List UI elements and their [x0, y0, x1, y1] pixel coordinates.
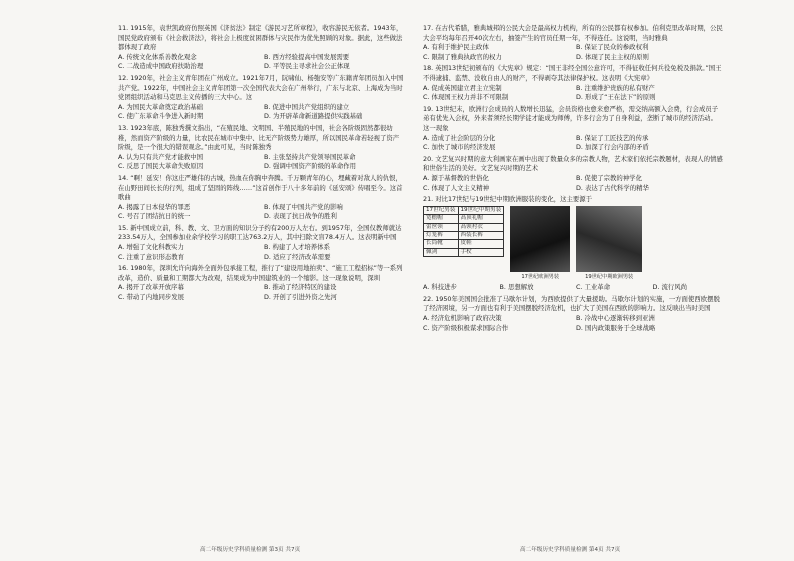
question-17 — [423, 24, 723, 62]
option-b: B. 注重维护贵族的私有财产 — [576, 83, 655, 92]
question-stem: 22. 1950年美国国会批准了马歇尔计划，为西欧提供了大量援助。马歇尔计划的实施，一方面使西欧摆脱了经济困境，另一方面也有利于美国摆脱经济危机，也扩大了美国在西欧的影响力。这反映出当时美国 — [423, 294, 720, 313]
table-cell: 佩剑 — [424, 248, 459, 256]
right-page-column — [423, 24, 723, 335]
option-a: A. 揭开了改革开放序幕 — [118, 283, 184, 292]
question-stem: 17. 在古代希腊，雅典城邦的公民大会是最高权力机构，所有的公民都有权参加。伯利克里改革时期，公民大会平均每年召开40次左右，抽签产生的官员任期一年，不得连任。这说明，当时雅典 — [423, 24, 723, 42]
table-row — [424, 248, 504, 256]
option-c: C. 资产阶级积极谋求国际合作 — [423, 323, 509, 332]
question-stem: 16. 1980年，深圳允许向海外全面外包承接工程，推行了“建设用地拍卖”、“施工工程招标”等一系列改革，造价、质量和工期都大为改观，结果成为中国建筑业的一个缩影。这一现象说明，深圳 — [118, 264, 403, 282]
table-row — [424, 240, 504, 248]
figure-caption: 17世纪欧洲男装 — [521, 273, 560, 280]
option-c: C. 工业革命 — [576, 283, 611, 292]
option-d: D. 国内政策服务于全球战略 — [576, 323, 656, 332]
option-d: D. 体现了民主主权的原则 — [576, 52, 649, 61]
option-b: B. 促使了宗教的神学化 — [576, 173, 642, 182]
table-cell: 皮鞋 — [458, 240, 504, 248]
option-a: A. 为国民大革命奠定政治基础 — [118, 102, 204, 111]
question-stem: 19. 13世纪末，欧洲行会成员的人数增长迅猛，会员资格也愈来愈严格，需交纳高额入会费，行会成员子弟有优先入会权，外来者须经长期学徒才能成为师傅，许多行会为了自身利益，垄断了城市的经济活动。这一现象 — [423, 104, 719, 132]
option-b: B. 西方经验提高中国发展需要 — [264, 52, 350, 61]
question-20 — [423, 155, 723, 193]
option-a: A. 揭露了日本侵华的罪恶 — [118, 202, 191, 211]
table-row — [424, 231, 504, 239]
option-c: C. 带动了内地同步发展 — [118, 293, 185, 302]
table-cell: 西装长裤 — [458, 231, 504, 239]
option-b: B. 保证了民众的参政权利 — [576, 43, 649, 52]
table-row — [424, 223, 504, 231]
option-d: D. 表现了抗日战争的胜利 — [264, 212, 337, 221]
table-cell: 灯笼裤 — [424, 231, 459, 239]
option-c: C. 注重了意识形态教育 — [118, 252, 185, 261]
option-d: D. 形成了“王在法下”的原则 — [576, 93, 656, 102]
option-b: B. 构建了人才培养体系 — [264, 243, 330, 252]
question-stem: 21. 对比17世纪与19世纪中期欧洲服装的变化，这主要源于 — [423, 195, 593, 204]
19th-century-clothing-photo — [576, 206, 642, 272]
left-page-column — [118, 24, 404, 305]
option-d: D. 表达了古代科学的精华 — [576, 183, 649, 192]
table-cell: 蕾丝领 — [424, 223, 459, 231]
question-11 — [118, 24, 404, 72]
option-c: C. 反思了国民大革命失败原因 — [118, 162, 204, 171]
question-stem: 15. 新中国成立前，科、教、文、卫方面的知识分子约有200万人左右。到1957年，全国仅教师就达233.54万人，全国参加业余学校学习的职工达763.2万人，其中扫除文盲78.4万人。这表明新中国 — [118, 223, 402, 242]
option-c: C. 二战造成中国政府扶助治理 — [118, 62, 204, 71]
question-16 — [118, 264, 404, 302]
question-stem: 20. 文艺复兴时期的意大利画家在画中出现了数量众多的宗教人物，艺术家们依托宗教题材，表现人的情感和世俗生活的美好。文艺复兴时期的艺术 — [423, 154, 723, 173]
option-b: B. 保证了工匠技艺的传承 — [576, 133, 649, 142]
option-a: A. 认为只有共产党才能救中国 — [118, 152, 204, 161]
page-footer-right: 高二年级历史学科质量检测 第4页 共7页 — [520, 547, 621, 553]
option-c: C. 体现国王权力并非不可限制 — [423, 93, 509, 102]
option-c: C. 体现了人文主义精神 — [423, 183, 490, 192]
table-cell: 高顶礼帽 — [458, 215, 504, 223]
option-a: A. 造成了社会阶层的分化 — [423, 133, 496, 142]
question-15 — [118, 224, 404, 262]
option-a: A. 促成英国建立君主立宪制 — [423, 83, 502, 92]
table-cell: 高领衬衣 — [458, 223, 504, 231]
option-d: D. 开创了引进外资之先河 — [264, 293, 337, 302]
option-a: A. 源于基督教的世俗化 — [423, 173, 489, 182]
question-stem: 12. 1920年，社会主义青年团在广州成立。1921年7月，阮啸仙、杨匏安等广东籍青年团员加入中国共产党。1922年，中国社会主义青年团第一次全国代表大会在广州举行，广东与北京、上海成为当时党团组织活动和马克思主义传播的三大中心。这 — [118, 73, 404, 102]
option-d: D. 加深了行会内部的矛盾 — [576, 143, 649, 152]
question-stem: 11. 1915年，袁世凯政府仿照英国《济贫法》制定《游民习艺所章程》，收容游民无依者。1943年，国民党政府颁布《社会救济法》，将社会上极度贫困群体与灾民作为优先照顾的对象。据此，这些做法都体现了政府 — [118, 24, 403, 52]
table-cell: 长筒靴 — [424, 240, 459, 248]
table-cell: 宽檐帽 — [424, 215, 459, 223]
page-footer-left: 高二年级历史学科质量检测 第3页 共7页 — [200, 547, 301, 553]
question-21 — [423, 195, 723, 293]
option-d: D. 为开辟革命新道路提供实践基础 — [264, 112, 363, 121]
option-c: C. 使广东革命斗争进入新时期 — [118, 112, 204, 121]
question-12 — [118, 74, 404, 122]
figure-2 — [510, 206, 570, 283]
figure-caption: 19世纪中期欧洲男装 — [585, 273, 634, 280]
table-header-cell: 17世纪男装 — [424, 206, 459, 214]
option-a: A. 经济危机影响了政府决策 — [423, 314, 502, 323]
option-d: D. 适应了经济改革需要 — [264, 252, 331, 261]
question-21-materials — [423, 206, 723, 283]
option-b: B. 体现了中国共产党的影响 — [264, 202, 343, 211]
question-stem: 18. 英国13世纪初颁布的《大宪章》规定：“国王非经全国公意许可，不得征收任何兵役免税及捐款。”国王不得逮捕、监禁、没收自由人的财产，不得剥夺其法律保护权。这表明《大宪章》 — [423, 64, 722, 82]
question-22 — [423, 295, 723, 333]
question-19 — [423, 105, 723, 153]
17th-century-clothing-photo — [510, 206, 570, 272]
option-a: A. 增强了文化科教实力 — [118, 243, 184, 252]
option-c: C. 限制了雅典执政官的权力 — [423, 52, 502, 61]
option-b: B. 思想解放 — [499, 283, 534, 292]
question-stem: 14. “啊！延安！你这庄严雄伟的古城，热血在你胸中奔腾。千万颗青年的心，埋藏着对敌人的仇恨，在山野田间长长的行列，组成了坚固的阵线……”这首创作于八十多年前的《延安颂》传唱至今。这首歌曲 — [118, 173, 403, 202]
table-cell: 手杖 — [458, 248, 504, 256]
option-b: B. 促进中国共产党组织的建立 — [264, 102, 350, 111]
table-row — [424, 215, 504, 223]
option-d: D. 平等民主寻求社会公正体现 — [264, 62, 350, 71]
option-a: A. 科技进步 — [423, 283, 457, 292]
option-d: D. 流行风尚 — [652, 283, 688, 292]
option-b: B. 冷战中心逐渐转移到亚洲 — [576, 314, 655, 323]
option-c: C. 加快了城市的经济发展 — [423, 143, 496, 152]
question-stem: 13. 1923年底，陈独秀撰文指出，“在殖民地、文明国、半殖民地的中国，社会各阶级固然都很幼稚，然而资产阶级的力量，比农民在城市中集中、比无产阶级势力雄厚，所以国民革命若轻视了资产阶级，是一个很大的错误观念。”由此可见，当时陈独秀 — [118, 123, 400, 152]
figure-3 — [576, 206, 642, 283]
clothing-comparison-table — [423, 206, 504, 257]
question-13 — [118, 124, 404, 172]
question-14 — [118, 174, 404, 222]
option-b: B. 主张坚持共产党领导国民革命 — [264, 152, 356, 161]
option-c: C. 号召了团结抗日的统一 — [118, 212, 191, 221]
option-d: D. 强调中国资产阶级的革命作用 — [264, 162, 357, 171]
option-b: B. 推动了经济特区的建设 — [264, 283, 337, 292]
table-header-cell: 19世纪中期男装 — [458, 206, 504, 214]
option-a: A. 传统文化体系善教化观念 — [118, 52, 197, 61]
option-a: A. 有利于维护民主政体 — [423, 43, 489, 52]
question-18 — [423, 64, 723, 102]
